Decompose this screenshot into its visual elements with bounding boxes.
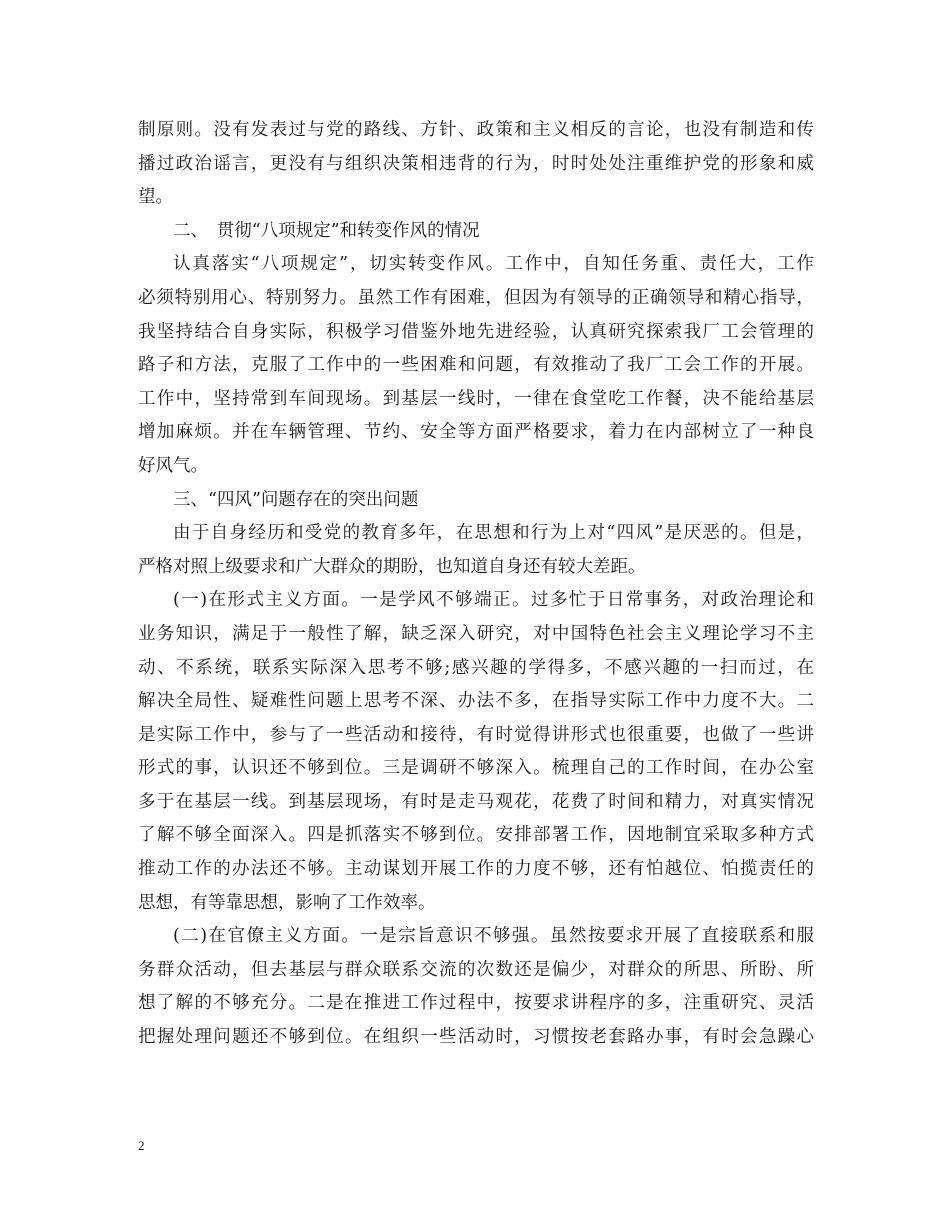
- text-line: 认真落实“八项规定”，切实转变作风。工作中，自知任务重、责任大，工作: [173, 254, 814, 275]
- page-number: 2: [138, 1138, 145, 1153]
- text-line: 我坚持结合自身实际，积极学习借鉴外地先进经验，认真研究探索我厂工会管理的: [138, 321, 814, 342]
- text-line: 严格对照上级要求和广大群众的期盼，也知道自身还有较大差距。: [138, 556, 646, 577]
- text-line: 多于在基层一线。到基层现场，有时是走马观花，花费了时间和精力，对真实情况: [138, 791, 814, 812]
- text-line: 务群众活动，但去基层与群众联系交流的次数还是偏少，对群众的所思、所盼、所: [138, 959, 814, 980]
- text-line: 动、不系统，联系实际深入思考不够;感兴趣的学得多，不感兴趣的一扫而过，在: [138, 657, 814, 678]
- text-line: 路子和方法，克服了工作中的一些困难和问题，有效推动了我厂工会工作的开展。: [138, 355, 814, 376]
- text-line: 解决全局性、疑难性问题上思考不深、办法不多，在指导实际工作中力度不大。二: [138, 691, 814, 712]
- text-line: 推动工作的办法还不够。主动谋划开展工作的力度不够，还有怕越位、怕揽责任的: [138, 859, 814, 880]
- text-line: 了解不够全面深入。四是抓落实不够到位。安排部署工作，因地制宜采取多种方式: [138, 825, 814, 846]
- text-line: (二)在官僚主义方面。一是宗旨意识不够强。虽然按要求开展了直接联系和服: [173, 926, 814, 947]
- text-line: 把握处理问题还不够到位。在组织一些活动时，习惯按老套路办事，有时会急躁心: [138, 1027, 814, 1048]
- text-line: (一)在形式主义方面。一是学风不够端正。过多忙于日常事务，对政治理论和: [173, 590, 814, 611]
- text-line: 必须特别用心、特别努力。虽然工作有困难，但因为有领导的正确领导和精心指导，: [138, 287, 814, 308]
- text-line: 三、“四风”问题存在的突出问题: [173, 489, 419, 510]
- text-line: 形式的事，认识还不够到位。三是调研不够深入。梳理自己的工作时间，在办公室: [138, 758, 814, 779]
- text-line: 增加麻烦。并在车辆管理、节约、安全等方面严格要求，着力在内部树立了一种良: [138, 422, 814, 443]
- text-line: 想了解的不够充分。二是在推进工作过程中，按要求讲程序的多，注重研究、灵活: [138, 993, 814, 1014]
- text-line: 制原则。没有发表过与党的路线、方针、政策和主义相反的言论，也没有制造和传: [138, 120, 814, 140]
- document-body: [138, 114, 814, 1055]
- text-line: 好风气。: [138, 455, 208, 476]
- text-line: 播过政治谣言，更没有与组织决策相违背的行为，时时处处注重维护党的形象和威: [138, 153, 814, 174]
- text-line: 由于自身经历和受党的教育多年，在思想和行为上对“四风”是厌恶的。但是，: [173, 523, 814, 544]
- text-line: 二、 贯彻“八项规定”和转变作风的情况: [173, 220, 480, 241]
- text-line: 望。: [138, 187, 173, 208]
- text-line: 工作中，坚持常到车间现场。到基层一线时，一律在食堂吃工作餐，决不能给基层: [138, 388, 814, 409]
- text-line: 是实际工作中，参与了一些活动和接待，有时觉得讲形式也很重要，也做了一些讲: [138, 724, 814, 745]
- text-line: 业务知识，满足于一般性了解，缺乏深入研究，对中国特色社会主义理论学习不主: [138, 623, 814, 644]
- text-line: 思想，有等靠思想，影响了工作效率。: [138, 892, 436, 913]
